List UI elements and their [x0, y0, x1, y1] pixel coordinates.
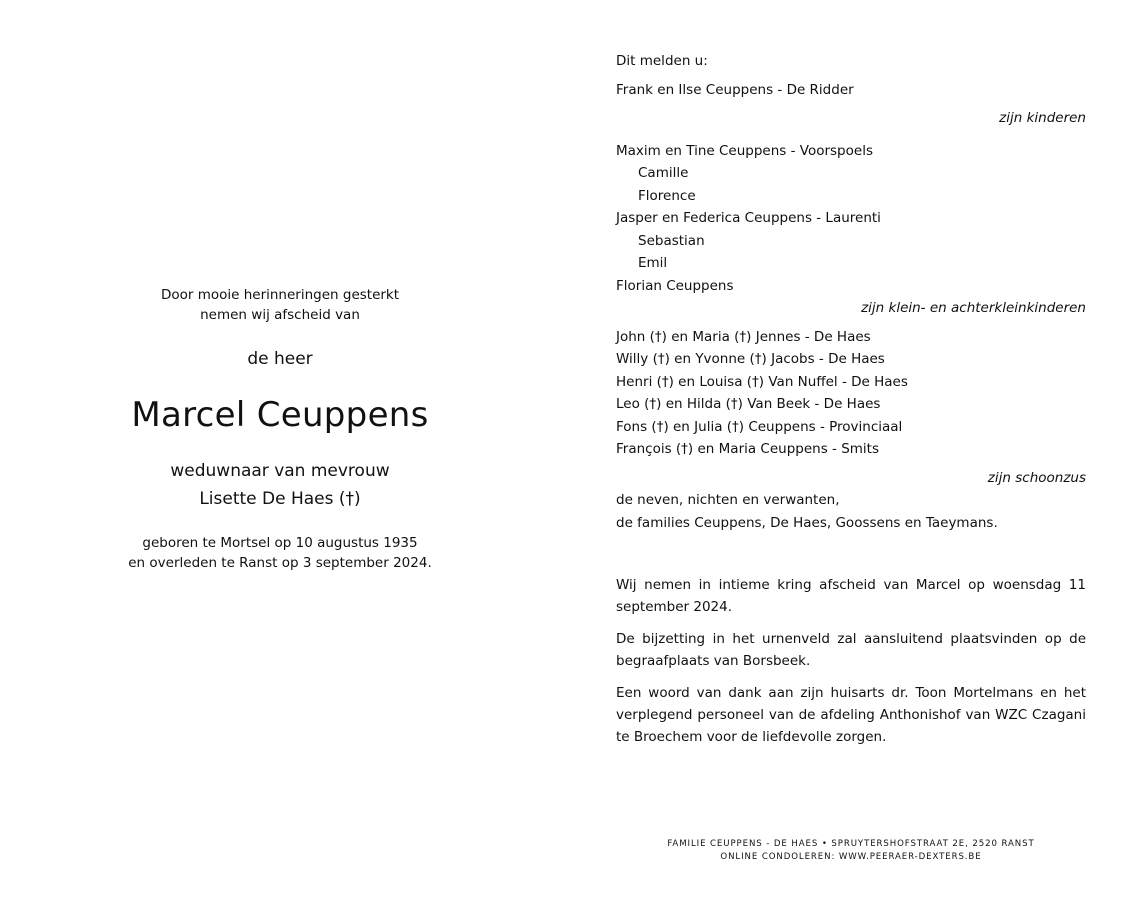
footer-address: FAMILIE CEUPPENS - DE HAES • SPRUYTERSHOFSTRAAT 2E, 2520 RANST	[667, 839, 1035, 849]
announcement-left	[60, 285, 500, 573]
death-line: en overleden te Ranst op 3 september 2024.	[128, 555, 432, 571]
relation-label: zijn klein- en achterkleinkinderen	[861, 300, 1086, 316]
burial-paragraph: De bijzetting in het urnenveld zal aansluitend plaatsvinden op de begraafplaats van Borsbeek.	[616, 631, 1086, 669]
family-line: Willy (†) en Yvonne (†) Jacobs - De Haes	[616, 351, 885, 367]
family-line: Maxim en Tine Ceuppens - Voorspoels	[616, 142, 873, 159]
announcement-right	[616, 50, 1086, 758]
family-line: Emil	[638, 255, 668, 271]
relation-label: zijn schoonzus	[987, 469, 1086, 486]
family-line: de neven, nichten en verwanten,	[616, 492, 840, 508]
intro-text	[60, 285, 500, 325]
family-line: Sebastian	[638, 232, 705, 249]
intro-line: Door mooie herinneringen gesterkt	[160, 287, 400, 303]
widower-text	[60, 457, 500, 513]
family-line: John (†) en Maria (†) Jennes - De Haes	[616, 328, 871, 345]
family-line: Leo (†) en Hilda (†) Van Beek - De Haes	[616, 396, 881, 412]
family-line: François (†) en Maria Ceuppens - Smits	[616, 441, 880, 457]
family-line: Florence	[638, 187, 696, 204]
life-dates	[60, 533, 500, 573]
honorific: de heer	[247, 349, 313, 369]
footer	[616, 838, 1086, 864]
spouse-name: Lisette De Haes (†)	[199, 489, 361, 509]
footer-website: ONLINE CONDOLEREN: WWW.PEERAER-DEXTERS.BE	[720, 852, 982, 862]
family-line: de families Ceuppens, De Haes, Goossens en Taeymans.	[616, 514, 998, 531]
deceased-name: Marcel Ceuppens	[131, 395, 429, 435]
family-line: Fons (†) en Julia (†) Ceuppens - Provinciaal	[616, 418, 903, 435]
family-line: Jasper en Federica Ceuppens - Laurenti	[616, 210, 881, 226]
family-heading: Dit melden u:	[616, 53, 708, 69]
thanks-paragraph: Een woord van dank aan zijn huisarts dr. Toon Mortelmans en het verplegend personeel van de afdeling Anthonishof van WZC Czagani te Broechem voor de liefdevolle zorgen.	[616, 685, 1086, 745]
widower-line: weduwnaar van mevrouw	[170, 461, 390, 481]
family-line: Camille	[638, 165, 689, 181]
ceremony-paragraph: Wij nemen in intieme kring afscheid van Marcel op woensdag 11 september 2024.	[616, 577, 1086, 615]
intro-line: nemen wij afscheid van	[200, 307, 360, 323]
family-line: Frank en Ilse Ceuppens - De Ridder	[616, 81, 854, 98]
family-line: Henri (†) en Louisa (†) Van Nuffel - De Haes	[616, 373, 908, 390]
relation-label: zijn kinderen	[999, 110, 1086, 126]
family-line: Florian Ceuppens	[616, 277, 734, 294]
birth-line: geboren te Mortsel op 10 augustus 1935	[142, 535, 418, 551]
